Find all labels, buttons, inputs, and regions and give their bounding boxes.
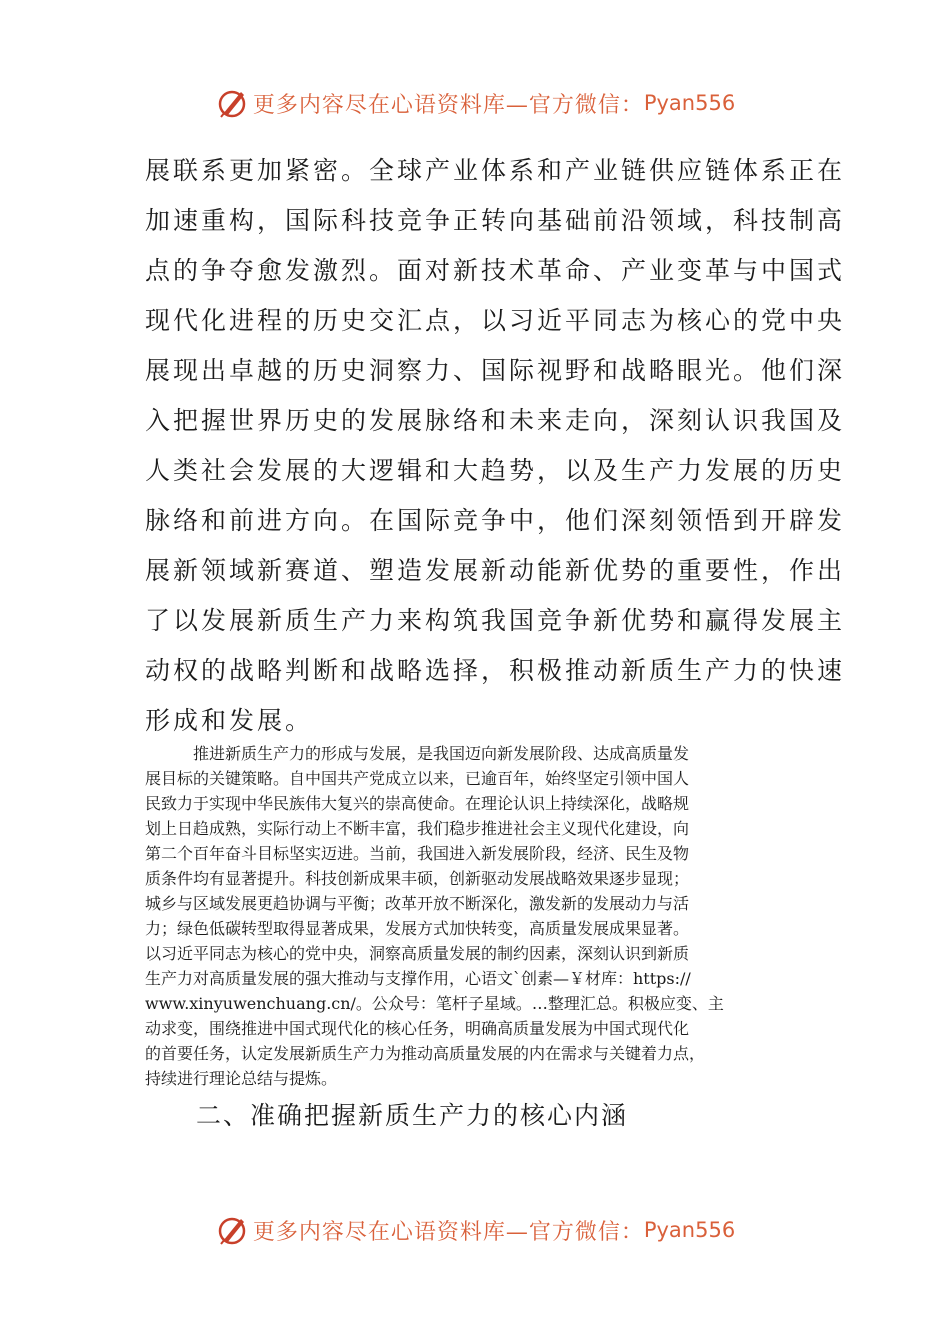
- quill-logo-icon: [215, 1213, 249, 1247]
- wechat-id: Pyan556: [643, 91, 736, 115]
- paragraph-line: 以习近平同志为核心的党中央，洞察高质量发展的制约因素，深刻认识到新质: [145, 944, 690, 963]
- quill-logo-icon: [215, 86, 249, 120]
- header-banner: [0, 83, 950, 123]
- paragraph-line: 的首要任务，认定发展新质生产力为推动高质量发展的内在需求与关键着力点，: [145, 1044, 706, 1063]
- paragraph-line: 第二个百年奋斗目标坚实迈进。当前，我国进入新发展阶段，经济、民生及物: [145, 844, 690, 863]
- wechat-id: Pyan556: [643, 1218, 736, 1242]
- paragraph-line: 推进新质生产力的形成与发展，是我国迈向新发展阶段、达成高质量发: [145, 744, 690, 763]
- paragraph-line: 持续进行理论总结与提炼。: [145, 1069, 338, 1088]
- footer-banner: [0, 1210, 950, 1250]
- paragraph-line: 展现出卓越的历史洞察力、国际视野和战略眼光。他们深: [145, 356, 846, 385]
- section-heading: 二、准确把握新质生产力的核心内涵: [196, 1101, 629, 1130]
- paragraph-line: 加速重构，国际科技竞争正转向基础前沿领域，科技制高: [145, 206, 846, 235]
- paragraph-line: 展新领域新赛道、塑造发展新动能新优势的重要性，作出: [145, 556, 846, 585]
- paragraph-line: 现代化进程的历史交汇点，以习近平同志为核心的党中央: [145, 306, 846, 335]
- paragraph-line: 人类社会发展的大逻辑和大趋势，以及生产力发展的历史: [145, 456, 846, 485]
- paragraph-line: 划上日趋成熟，实际行动上不断丰富，我们稳步推进社会主义现代化建设，向: [145, 819, 690, 838]
- paragraph-line: 入把握世界历史的发展脉络和未来走向，深刻认识我国及: [145, 406, 846, 435]
- paragraph-line: 展目标的关键策略。自中国共产党成立以来，已逾百年，始终坚定引领中国人: [145, 769, 690, 788]
- paragraph-line: 动求变，围绕推进中国式现代化的核心任务，明确高质量发展为中国式现代化: [145, 1019, 690, 1038]
- paragraph-line: 民致力于实现中华民族伟大复兴的崇高使命。在理论认识上持续深化，战略规: [145, 794, 690, 813]
- paragraph-line: www.xinyuwenchuang.cn/。公众号：笔杆子星域。…整理汇总。积极应变、主: [145, 994, 724, 1013]
- paragraph-line: 城乡与区域发展更趋协调与平衡；改革开放不断深化，激发新的发展动力与活: [145, 894, 690, 913]
- paragraph-line: 形成和发展。: [145, 706, 314, 735]
- paragraph-line: 点的争夺愈发激烈。面对新技术革命、产业变革与中国式: [145, 256, 846, 285]
- paragraph-line: 动权的战略判断和战略选择，积极推动新质生产力的快速: [145, 656, 846, 685]
- paragraph-line: 展联系更加紧密。全球产业体系和产业链供应链体系正在: [145, 156, 846, 185]
- paragraph-line: 了以发展新质生产力来构筑我国竞争新优势和赢得发展主: [145, 606, 846, 635]
- paragraph-line: 力；绿色低碳转型取得显著成果，发展方式加快转变，高质量发展成果显著。: [145, 919, 690, 938]
- paragraph-line: 脉络和前进方向。在国际竞争中，他们深刻领悟到开辟发: [145, 506, 846, 535]
- paragraph-line: 质条件均有显著提升。科技创新成果丰硕，创新驱动发展战略效果逐步显现；: [145, 869, 690, 888]
- paragraph-line: 生产力对高质量发展的强大推动与支撑作用，心语文`创素—￥材库：https://: [145, 969, 691, 988]
- banner-text: 更多内容尽在心语资料库—官方微信：: [252, 1219, 644, 1245]
- banner-text: 更多内容尽在心语资料库—官方微信：: [252, 92, 644, 118]
